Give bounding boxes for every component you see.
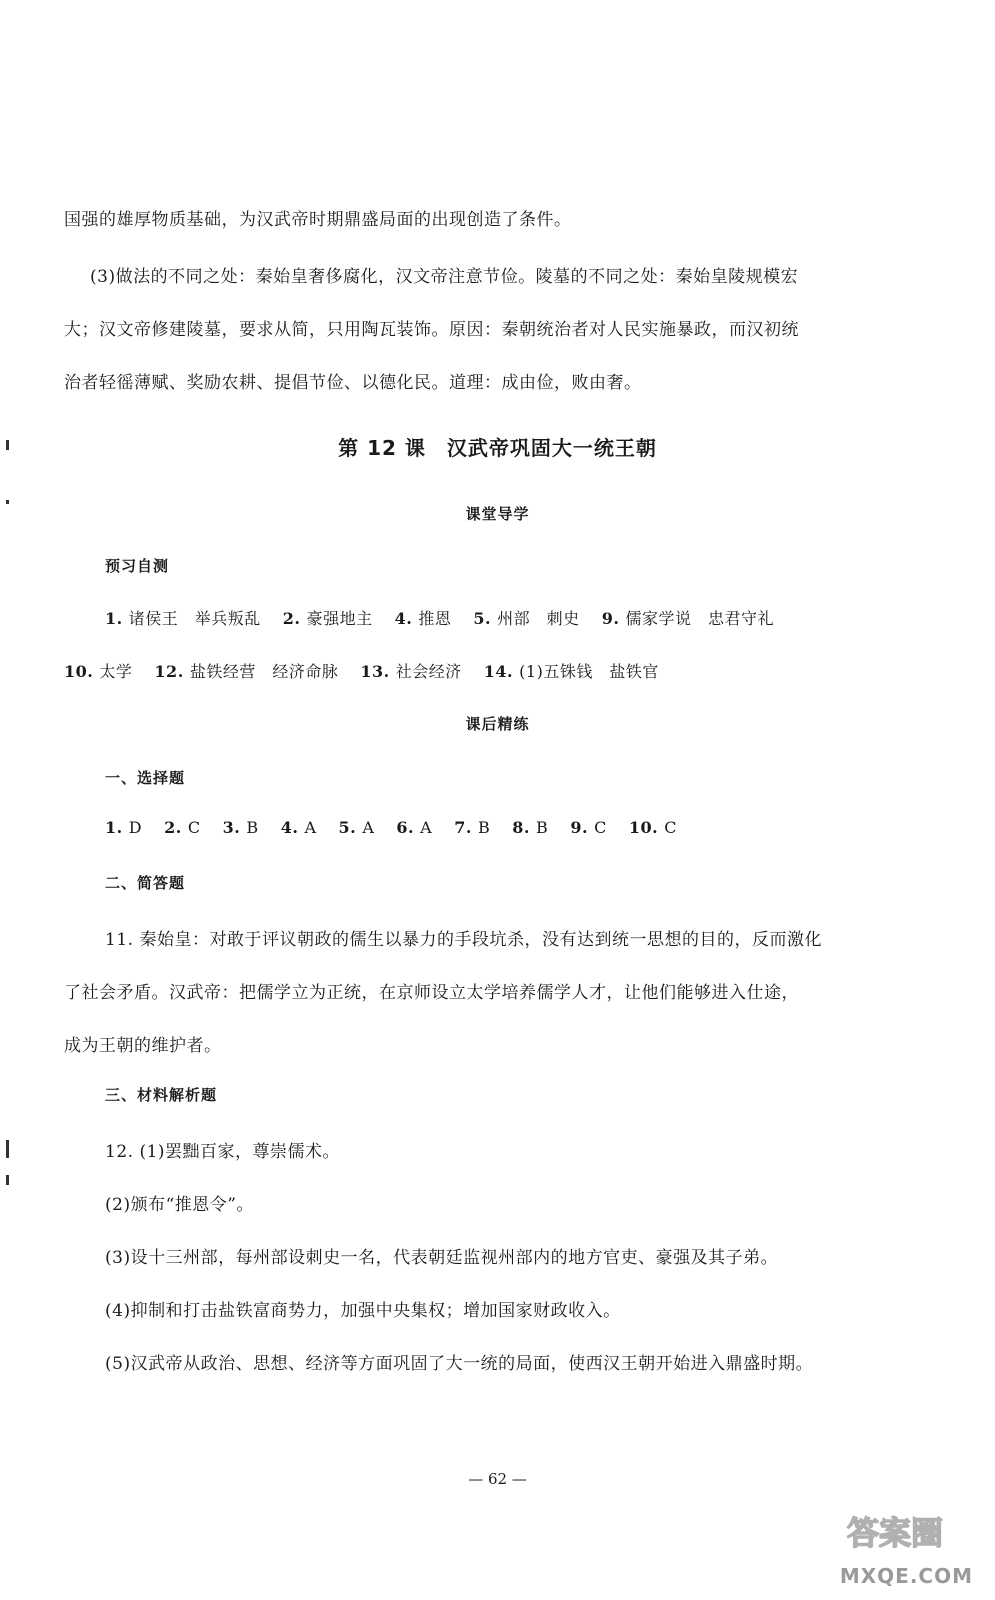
answer-text: B: [536, 818, 549, 837]
answer-text: B: [246, 818, 259, 837]
choices-item: [396, 818, 432, 837]
answer-text: A: [362, 818, 375, 837]
answer-number: 10.: [64, 662, 100, 681]
answer-text: (1)五铢钱 盐铁官: [519, 662, 659, 681]
answer-number: 2.: [282, 609, 307, 628]
q12-part-2: (2)颁布“推恩令”。: [105, 1195, 254, 1215]
choices-item: [164, 818, 201, 837]
row2-item: [64, 662, 132, 681]
lesson-title: 第 12 课 汉武帝巩固大一统王朝: [338, 436, 657, 460]
answer-text: 盐铁经营 经济命脉: [189, 662, 339, 681]
choices-item: [629, 818, 677, 837]
answer-text: 社会经济: [395, 662, 462, 681]
q12-part-4: (4)抑制和打击盐铁富商势力，加强中央集权；增加国家财政收入。: [105, 1301, 621, 1321]
answer-text: 太学: [99, 662, 133, 681]
answer-number: 9.: [601, 609, 626, 628]
answer-number: 6.: [396, 818, 421, 837]
q12-part-5: (5)汉武帝从政治、思想、经济等方面巩固了大一统的局面，使西汉王朝开始进入鼎盛时期。: [105, 1354, 814, 1374]
choices-item: [454, 818, 490, 837]
row2-item: [484, 662, 659, 681]
answer-number: 13.: [360, 662, 396, 681]
answer-number: 1.: [105, 609, 129, 628]
answer-text: D: [128, 818, 143, 837]
preview-answers-row-1: [105, 606, 796, 629]
material-heading: 三、材料解析题: [105, 1086, 218, 1104]
answer-number: 12.: [154, 662, 190, 681]
margin-mark: [6, 1140, 9, 1158]
short-answer-heading: 二、简答题: [105, 874, 186, 892]
answer-number: 4.: [394, 609, 419, 628]
answer-text: C: [187, 818, 201, 837]
preview-answers-row-2: [64, 659, 681, 682]
answer-text: C: [594, 818, 607, 837]
choices-item: [339, 818, 375, 837]
answer-number: 1.: [105, 818, 129, 837]
answer-text: 豪强地主: [306, 609, 373, 628]
page-number: — 62 —: [468, 1470, 527, 1488]
preview-heading: 预习自测: [105, 557, 170, 575]
row1-item: [283, 609, 373, 628]
answer-text: A: [304, 818, 317, 837]
watermark-url: MXQE.COM: [839, 1564, 973, 1588]
answer-text: A: [420, 818, 433, 837]
answer-number: 8.: [512, 818, 537, 837]
choices-item: [223, 818, 259, 837]
answer-number: 5.: [338, 818, 363, 837]
answer-text: 州部 刺史: [497, 609, 580, 628]
answer-text: C: [664, 818, 677, 837]
section-title-class-guide: 课堂导学: [465, 505, 530, 523]
answer-text: 诸侯王 举兵叛乱: [128, 609, 261, 628]
margin-mark: [6, 1175, 9, 1185]
choices-item: [512, 818, 548, 837]
row1-item: [473, 609, 579, 628]
answer-number: 7.: [454, 818, 478, 837]
answer-number: 4.: [280, 818, 305, 837]
answer-number: 10.: [628, 818, 665, 837]
q11-line-3: 成为王朝的维护者。: [64, 1036, 222, 1056]
answer-number: 3.: [222, 818, 247, 837]
prev-para-line-4: 治者轻徭薄赋、奖励农耕、提倡节俭、以德化民。道理：成由俭，败由奢。: [64, 373, 642, 393]
prev-para-line-1: 国强的雄厚物质基础，为汉武帝时期鼎盛局面的出现创造了条件。: [64, 210, 572, 230]
prev-para-line-2: (3)做法的不同之处：秦始皇奢侈腐化，汉文帝注意节俭。陵墓的不同之处：秦始皇陵规模宏: [90, 267, 799, 287]
answer-number: 14.: [483, 662, 520, 681]
choices-item: [105, 818, 142, 837]
choice-heading: 一、选择题: [105, 769, 186, 787]
row2-item: [154, 662, 338, 681]
row1-item: [395, 609, 452, 628]
row1-item: [602, 609, 774, 628]
answer-number: 2.: [164, 818, 188, 837]
q11-line-1: 11. 秦始皇：对敢于评议朝政的儒生以暴力的手段坑杀，没有达到统一思想的目的，反而激化: [105, 930, 822, 950]
watermark-chars: 答案圈: [846, 1514, 944, 1552]
row1-item: [105, 609, 261, 628]
section-title-after-class: 课后精练: [465, 715, 530, 733]
row2-item: [360, 662, 461, 681]
q12-part-3: (3)设十三州部，每州部设刺史一名，代表朝廷监视州部内的地方官吏、豪强及其子弟。: [105, 1248, 779, 1268]
q12-part-1: 12. (1)罢黜百家，尊崇儒术。: [105, 1142, 341, 1162]
answer-text: 推恩: [418, 609, 452, 628]
answer-number: 5.: [473, 609, 498, 628]
answer-text: 儒家学说 忠君守礼: [625, 609, 774, 628]
answer-number: 9.: [570, 818, 595, 837]
answer-text: B: [478, 818, 491, 837]
choices-item: [570, 818, 607, 837]
q11-line-2: 了社会矛盾。汉武帝：把儒学立为正统，在京师设立太学培养儒学人才，让他们能够进入仕途，: [64, 983, 799, 1003]
prev-para-line-3: 大；汉文帝修建陵墓，要求从简，只用陶瓦装饰。原因：秦朝统治者对人民实施暴政，而汉初统: [64, 320, 799, 340]
choice-answers: [105, 818, 699, 837]
choices-item: [281, 818, 317, 837]
